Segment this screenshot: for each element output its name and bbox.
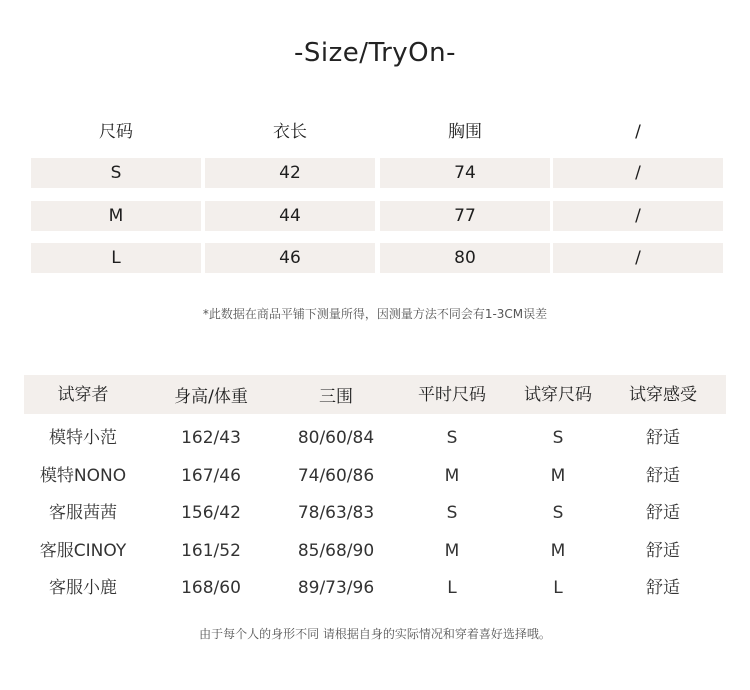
tryon-feeling: 舒适 [646,578,680,598]
tryon-usual-size: S [446,503,458,523]
tryon-measurements: 74/60/86 [297,466,375,486]
size-header-length: 衣长 [273,122,307,142]
tryon-usual-size: S [446,428,458,448]
length-cell: 42 [279,163,301,183]
size-cell: L [111,248,121,268]
tryon-usual-size: L [447,578,457,598]
tryon-measurements: 85/68/90 [297,541,375,561]
tryon-measurements: 89/73/96 [297,578,375,598]
tryon-tried-size: M [550,541,566,561]
tryon-person: 客服茜茜 [49,503,117,523]
length-cell: 46 [279,248,301,268]
tryon-tried-size: S [552,428,564,448]
extra-cell: / [635,206,641,226]
tryon-tried-size: L [553,578,563,598]
tryon-table-row [0,536,750,566]
size-header-extra: / [635,122,641,142]
tryon-header-tryon-size: 试穿尺码 [524,385,592,405]
tryon-header-height-weight: 身高/体重 [174,387,248,407]
tryon-height-weight: 156/42 [181,503,241,523]
tryon-header-usual-size: 平时尺码 [418,385,486,405]
tryon-header-person: 试穿者 [57,385,109,405]
measurement-note: *此数据在商品平铺下测量所得，因测量方法不同会有1-3CM误差 [202,307,548,321]
extra-cell: / [635,248,641,268]
tryon-usual-size: M [444,541,460,561]
tryon-tried-size: S [552,503,564,523]
bust-cell: 77 [454,206,476,226]
tryon-feeling: 舒适 [646,503,680,523]
tryon-table-row [0,498,750,528]
bust-cell: 80 [454,248,476,268]
tryon-height-weight: 161/52 [181,541,241,561]
size-table-row [31,201,725,231]
extra-cell: / [635,163,641,183]
size-table-row [31,243,725,273]
tryon-table-row [0,461,750,491]
tryon-table-row [0,423,750,453]
tryon-person: 客服小鹿 [49,578,117,598]
tryon-table-row [0,573,750,603]
tryon-usual-size: M [444,466,460,486]
size-cell: S [110,163,122,183]
tryon-person: 客服CINOY [39,541,127,561]
tryon-height-weight: 162/43 [181,428,241,448]
tryon-header-feeling: 试穿感受 [629,385,697,405]
tryon-measurements: 78/63/83 [297,503,375,523]
tryon-person: 模特小范 [49,428,117,448]
tryon-height-weight: 168/60 [181,578,241,598]
tryon-feeling: 舒适 [646,428,680,448]
size-table-header [31,118,725,144]
tryon-height-weight: 167/46 [181,466,241,486]
bust-cell: 74 [454,163,476,183]
size-header-size: 尺码 [99,122,133,142]
fit-advice-note: 由于每个人的身形不同 请根据自身的实际情况和穿着喜好选择哦。 [199,627,551,641]
page-title: -Size/TryOn- [294,38,456,68]
size-table-row [31,158,725,188]
length-cell: 44 [279,206,301,226]
size-header-bust: 胸围 [448,122,482,142]
tryon-feeling: 舒适 [646,466,680,486]
tryon-feeling: 舒适 [646,541,680,561]
size-cell: M [108,206,124,226]
tryon-header-measurements: 三围 [319,387,353,407]
tryon-tried-size: M [550,466,566,486]
tryon-person: 模特NONO [39,466,127,486]
tryon-measurements: 80/60/84 [297,428,375,448]
tryon-table-header [0,380,750,410]
